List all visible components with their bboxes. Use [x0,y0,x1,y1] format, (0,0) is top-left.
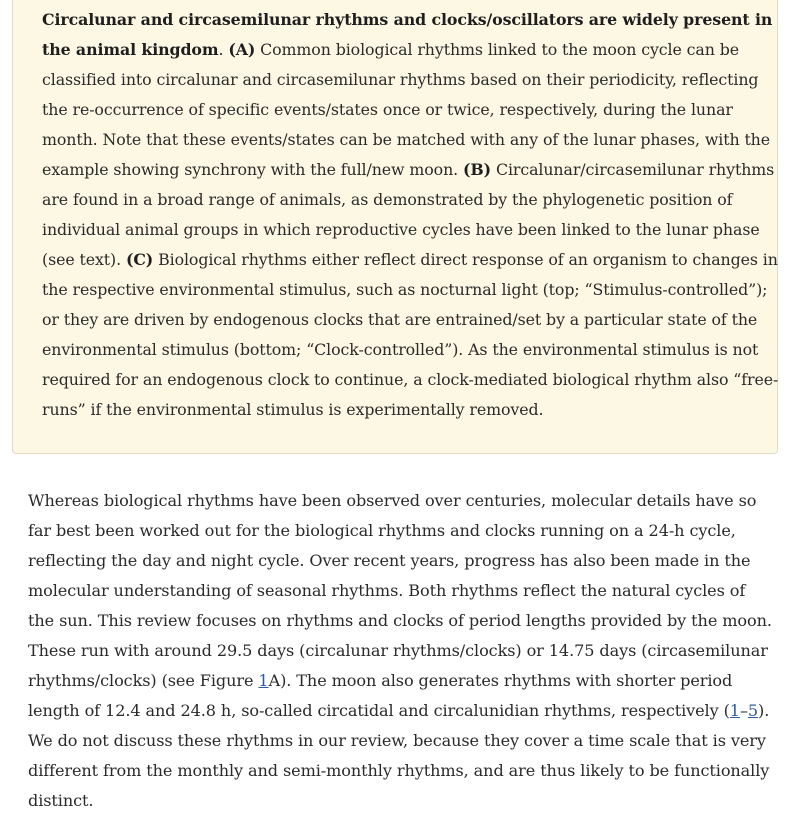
caption-text-c: Biological rhythms either reflect direct response of an organism to changes in the respective environmental stimulus, such as nocturnal light (top; “Stimulus-controlled”); or they are driven by endogenous clocks that are entrained/set by a particular state of the environmental stimulus (bottom; “Clock-controlled”). As the environmental stimulus is not required for an endogenous clock to continue, a clock-mediated biological rhythm also “free-runs” if the environmental stimulus is experimentally removed. [42,250,779,419]
reference-5-link[interactable]: 5 [747,701,759,720]
body-text-2: A). The moon also generates rhythms with shorter period length of 12.4 and 24.8 h, so-called circatidal and circalunidian rhythms, respectively ( [28,671,733,720]
caption-label-c: (C) [125,250,154,269]
caption-text-a: Common biological rhythms linked to the moon cycle can be classified into circalunar and circasemilunar rhythms based on their periodicity, reflecting the re-occurrence of specific events/states once or twice, respectively, during the lunar month. Note that these events/states can be matched with any of the lunar phases, with the example showing synchrony with the full/new moon. [42,40,771,179]
figure-caption [42,5,782,425]
reference-range-dash: – [739,701,748,720]
figure-1-link[interactable]: 1 [258,671,269,690]
body-paragraph [28,486,772,816]
caption-title: Circalunar and circasemilunar rhythms and clocks/oscillators are widely present in the animal kingdom [42,10,773,59]
caption-title-period: . [218,40,224,59]
body-text-3: ). We do not discuss these rhythms in our review, because they cover a time scale that is very different from the monthly and semi-monthly rhythms, and are thus likely to be functionally distinct. [28,701,770,810]
body-text-1: Whereas biological rhythms have been observed over centuries, molecular details have so far best been worked out for the biological rhythms and clocks running on a 24-h cycle, reflecting the day and night cycle. Over recent years, progress has also been made in the molecular understanding of seasonal rhythms. Both rhythms reflect the natural cycles of the sun. This review focuses on rhythms and clocks of period lengths provided by the moon. These run with around 29.5 days (circalunar rhythms/clocks) or 14.75 days (circasemilunar rhythms/clocks) (see Figure [28,491,772,690]
caption-label-b: (B) [463,160,492,179]
caption-text-b: Circalunar/circasemilunar rhythms are found in a broad range of animals, as demonstrated by the phylogenetic position of individual animal groups in which reproductive cycles have been linked to the lunar phase (see text). [42,160,775,269]
caption-label-a: (A) [228,40,256,59]
reference-1-link[interactable]: 1 [729,701,740,720]
figure-caption-box [12,0,778,454]
